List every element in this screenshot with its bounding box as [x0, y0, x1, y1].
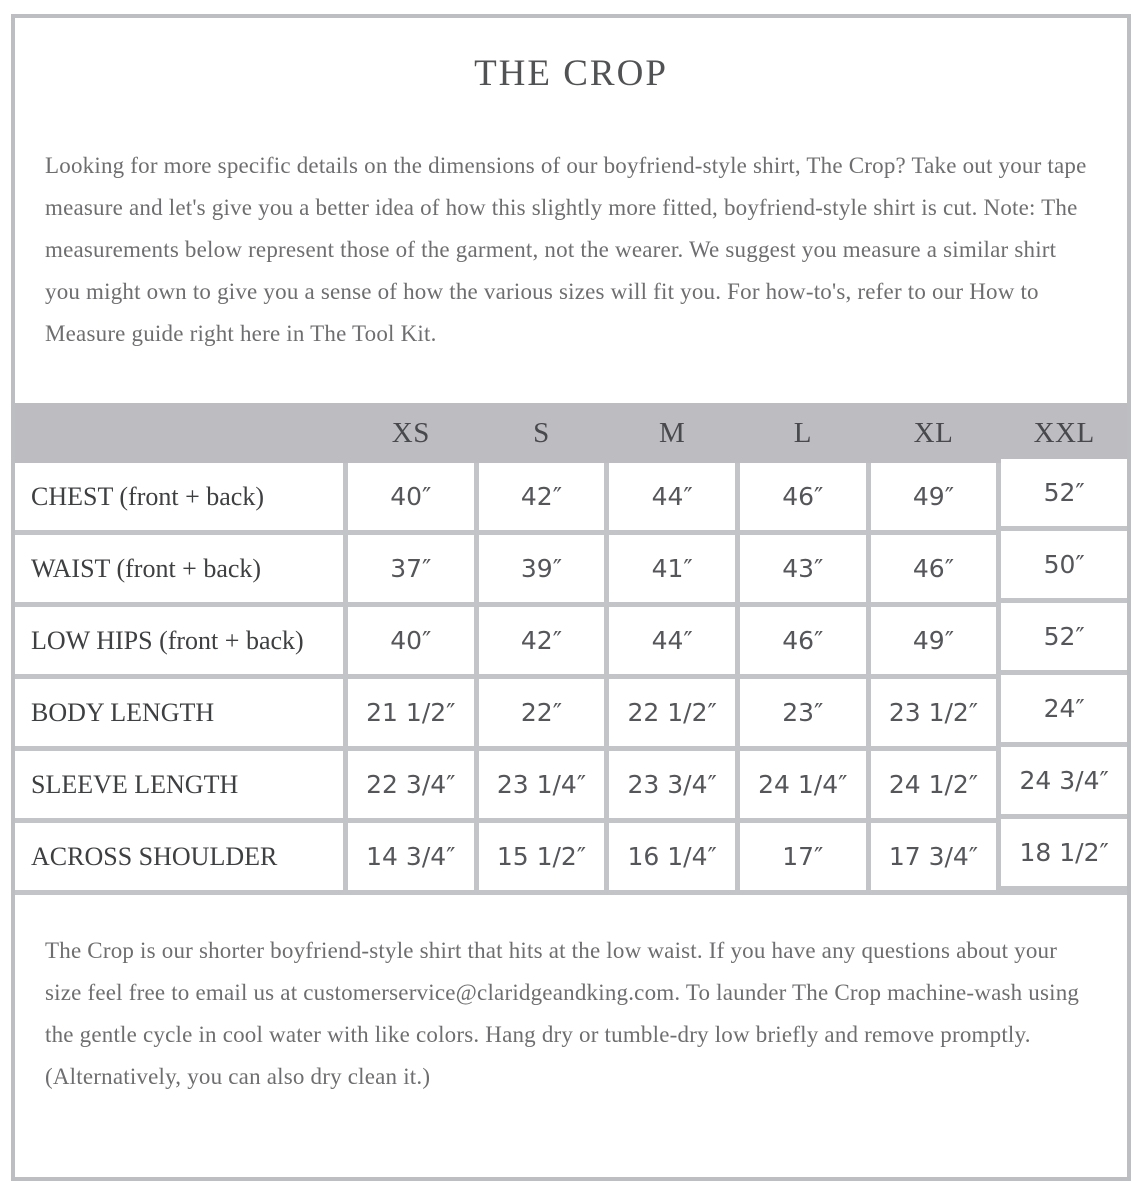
chest-value-s: 42″: [479, 463, 605, 530]
sleeve-length-value-l: 24 1/4″: [740, 751, 866, 818]
body-length-value-xxl: 24″: [1001, 675, 1127, 742]
body-length-value-xs: 21 1/2″: [348, 679, 474, 746]
across-shoulder-value-xl: 17 3/4″: [871, 823, 997, 890]
body-length-value-m: 22 1/2″: [609, 679, 735, 746]
page-title: THE CROP: [474, 53, 668, 94]
chest-value-xl: 49″: [871, 463, 997, 530]
row-label-sleeve-length: SLEEVE LENGTH: [15, 751, 343, 818]
sleeve-length-value-m: 23 3/4″: [609, 751, 735, 818]
waist-value-xl: 46″: [871, 535, 997, 602]
low-hips-value-m: 44″: [609, 607, 735, 674]
waist-value-l: 43″: [740, 535, 866, 602]
waist-value-xxl: 50″: [1001, 531, 1127, 598]
body-length-value-s: 22″: [479, 679, 605, 746]
sleeve-length-value-xxl: 24 3/4″: [1001, 747, 1127, 814]
row-label-body-length: BODY LENGTH: [15, 679, 343, 746]
size-column-header-l: L: [793, 416, 812, 449]
low-hips-value-xxl: 52″: [1001, 603, 1127, 670]
waist-value-s: 39″: [479, 535, 605, 602]
body-length-value-xl: 23 1/2″: [871, 679, 997, 746]
sleeve-length-value-s: 23 1/4″: [479, 751, 605, 818]
intro-paragraph: Looking for more specific details on the dimensions of our boyfriend-style shirt, The Crop? Take out your tape measure and let's give you a better idea of how this slightly more fitted, boyfriend-style shirt is cut. Note: The measurements below represent those of the garment, not the wearer. We suggest you measure a similar shirt you might own to give you a sense of how the various sizes will fit you. For how-to's, refer to our How to Measure guide right here in The Tool Kit.: [45, 153, 1087, 346]
row-label-chest: CHEST (front + back): [15, 463, 343, 530]
low-hips-value-l: 46″: [740, 607, 866, 674]
waist-value-xs: 37″: [348, 535, 474, 602]
across-shoulder-value-xs: 14 3/4″: [348, 823, 474, 890]
across-shoulder-value-l: 17″: [740, 823, 866, 890]
size-column-header-s: S: [533, 416, 550, 449]
sleeve-length-value-xs: 22 3/4″: [348, 751, 474, 818]
content-frame: [11, 14, 1131, 1181]
size-column-header-xs: XS: [391, 416, 430, 449]
low-hips-value-xs: 40″: [348, 607, 474, 674]
chest-value-l: 46″: [740, 463, 866, 530]
low-hips-value-s: 42″: [479, 607, 605, 674]
row-label-low-hips: LOW HIPS (front + back): [15, 607, 343, 674]
row-label-waist: WAIST (front + back): [15, 535, 343, 602]
chest-value-m: 44″: [609, 463, 735, 530]
size-column-header-xl: XL: [913, 416, 954, 449]
row-label-across-shoulder: ACROSS SHOULDER: [15, 823, 343, 890]
chest-value-xs: 40″: [348, 463, 474, 530]
across-shoulder-value-s: 15 1/2″: [479, 823, 605, 890]
sleeve-length-value-xl: 24 1/2″: [871, 751, 997, 818]
size-chart-table: [15, 463, 1127, 895]
size-chart-header-row: [15, 403, 1127, 463]
low-hips-value-xl: 49″: [871, 607, 997, 674]
size-column-header-m: M: [659, 416, 686, 449]
body-length-value-l: 23″: [740, 679, 866, 746]
across-shoulder-value-xxl: 18 1/2″: [1001, 819, 1127, 886]
chest-value-xxl: 52″: [1001, 459, 1127, 526]
size-column-header-xxl: XXL: [1033, 416, 1095, 449]
waist-value-m: 41″: [609, 535, 735, 602]
across-shoulder-value-m: 16 1/4″: [609, 823, 735, 890]
care-paragraph: The Crop is our shorter boyfriend-style shirt that hits at the low waist. If you have any questions about your size feel free to email us at customerservice@claridgeandking.com. To launder The Crop machine-wash using the gentle cycle in cool water with like colors. Hang dry or tumble-dry low briefly and remove promptly. (Alternatively, you can also dry clean it.): [45, 938, 1080, 1089]
